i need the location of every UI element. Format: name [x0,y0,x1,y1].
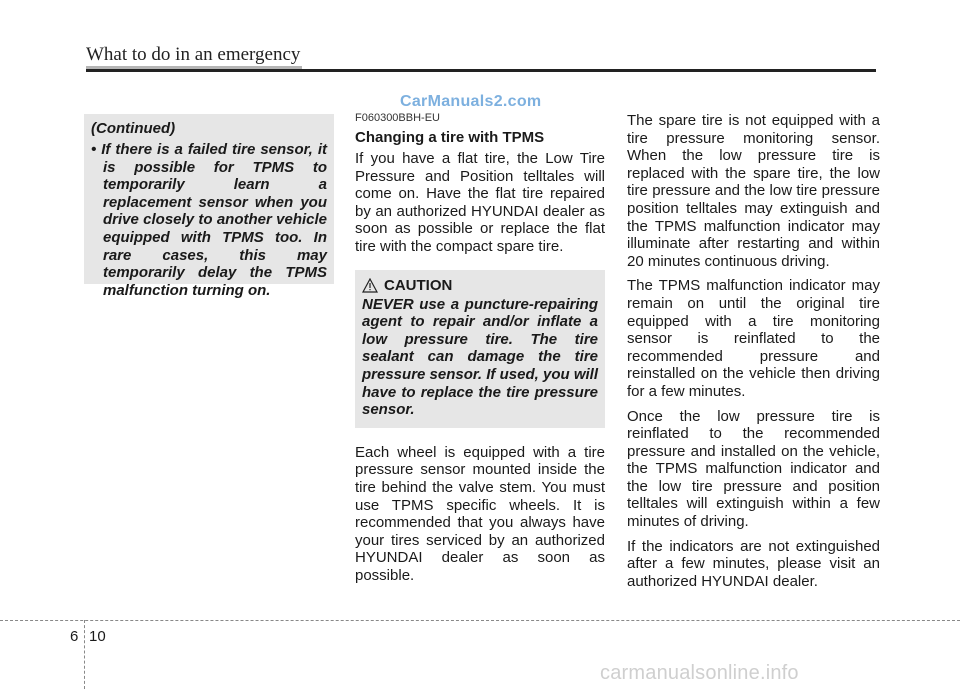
paragraph-flat-tire: If you have a flat tire, the Low Tire Pressure and Position telltales will come on. Have the flat tire repaired by an authorized HYUNDAI dealer as soon as possible or replace the flat tire with the compact spare tire. [355,150,605,255]
paragraph-spare-tire: The spare tire is not equipped with a tire pressure monitoring sensor. When the low pressure tire is replaced with the spare tire, the low tire pressure and the low tire pressure position telltales may extinguish and the TPMS malfunction indicator may illuminate after restarting and within 20 minutes continuous driving. [627,112,880,270]
section-title: Changing a tire with TPMS [355,129,545,146]
footer-divider [84,620,85,689]
watermark-bottom: carmanualsonline.info [600,662,799,684]
header-rule [86,69,876,72]
warning-triangle-icon [362,278,378,293]
caution-title: CAUTION [384,276,453,294]
continued-note-box [84,114,334,299]
page-number: 10 [89,628,106,645]
column-middle [355,112,605,591]
caution-box [355,270,605,428]
caution-text: NEVER use a puncture-repairing agent to repair and/or inflate a low pressure tire. The tire sealant can damage the tire pressure sensor. If used, you will have to replace the tire pressure sensor. [362,295,598,419]
continued-title: (Continued) [91,120,176,137]
footer-rule [0,620,960,621]
watermark-top: CarManuals2.com [400,93,542,110]
paragraph-sensor: Each wheel is equipped with a tire pressure sensor mounted inside the tire behind the valve stem. You must use TPMS specific wheels. It is recommended that you always have your tires serviced by an authorized HYUNDAI dealer as soon as possible. [355,443,605,584]
column-right [627,112,880,597]
continued-bullet: • If there is a failed tire sensor, it is possible for TPMS to temporarily learn a replacement sensor when you drive closely to another vehicle equipped with TPMS too. In rare cases, this may temporarily delay the TPMS malfunction turning on. [91,141,327,299]
paragraph-malfunction-indicator: The TPMS malfunction indicator may remain on until the original tire equipped with a tire monitoring sensor is reinflated to the recommended pressure and reinstalled on the vehicle then driving for a few minutes. [627,277,880,400]
page-header-title: What to do in an emergency [86,44,301,65]
page-chapter: 6 [70,628,79,645]
caution-header [362,277,598,294]
paragraph-visit-dealer: If the indicators are not extinguished after a few minutes, please visit an authorized HYUNDAI dealer. [627,537,880,590]
section-code: F060300BBH-EU [355,112,440,124]
paragraph-reinflated: Once the low pressure tire is reinflated to the recommended pressure and installed on the vehicle, the TPMS malfunction indicator and the low tire pressure and position telltales will extinguish within a few minutes of driving. [627,407,880,531]
